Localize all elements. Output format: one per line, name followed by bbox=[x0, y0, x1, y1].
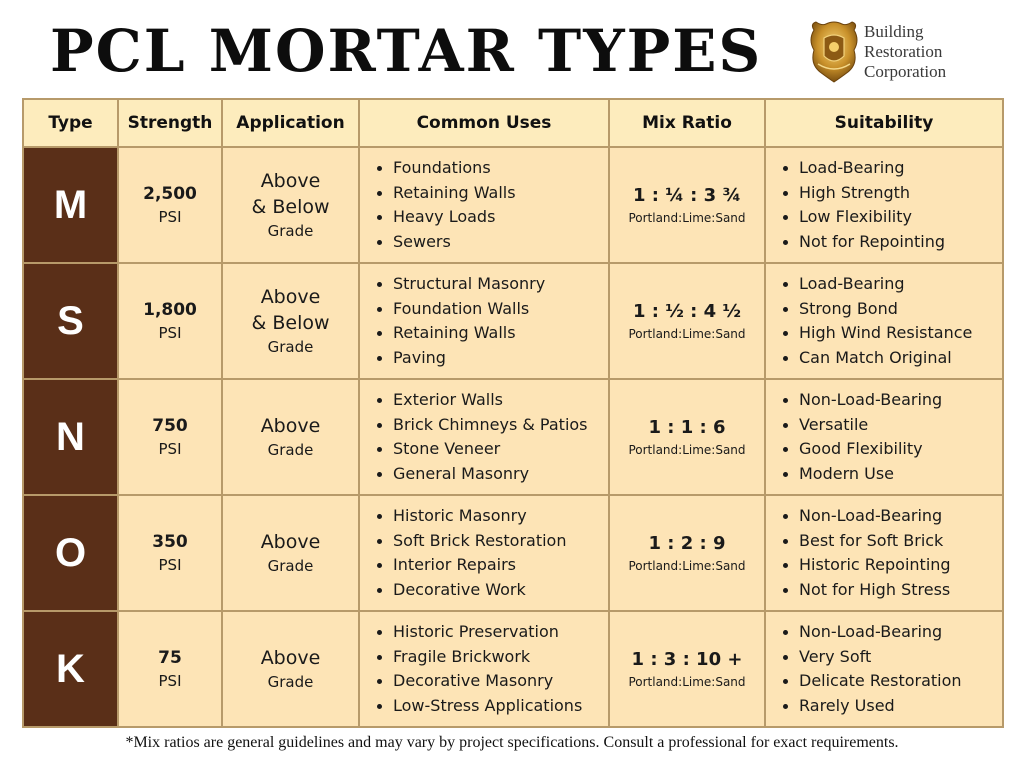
mortar-type-cell: O bbox=[23, 495, 118, 611]
strength-value: 2,500 bbox=[143, 184, 197, 204]
table-row bbox=[23, 495, 1003, 611]
strength-value: 75 bbox=[158, 648, 182, 668]
list-item: Retaining Walls bbox=[377, 181, 607, 206]
mortar-type-cell: K bbox=[23, 611, 118, 727]
list-item: Decorative Work bbox=[377, 578, 607, 603]
mix-ratio-cell bbox=[609, 611, 765, 727]
suitability-list bbox=[767, 156, 1001, 254]
list-item: High Strength bbox=[783, 181, 1001, 206]
strength-cell bbox=[118, 263, 222, 379]
list-item: Historic Masonry bbox=[377, 504, 607, 529]
list-item: General Masonry bbox=[377, 462, 607, 487]
mix-ratio-value: 1 : ¼ : 3 ¾ bbox=[632, 185, 742, 206]
strength-unit: PSI bbox=[158, 672, 182, 690]
common-uses-cell bbox=[359, 611, 609, 727]
list-item: Good Flexibility bbox=[783, 437, 1001, 462]
strength-unit: PSI bbox=[158, 324, 182, 342]
list-item: Modern Use bbox=[783, 462, 1001, 487]
list-item: Low Flexibility bbox=[783, 205, 1001, 230]
suitability-cell bbox=[765, 611, 1003, 727]
list-item: Strong Bond bbox=[783, 297, 1001, 322]
suitability-list bbox=[767, 620, 1001, 718]
list-item: Not for High Stress bbox=[783, 578, 1001, 603]
common-uses-list bbox=[361, 272, 607, 370]
table-row bbox=[23, 611, 1003, 727]
list-item: Soft Brick Restoration bbox=[377, 529, 607, 554]
list-item: Very Soft bbox=[783, 645, 1001, 670]
list-item: Foundations bbox=[377, 156, 607, 181]
common-uses-list bbox=[361, 504, 607, 602]
common-uses-list bbox=[361, 620, 607, 718]
list-item: Delicate Restoration bbox=[783, 669, 1001, 694]
application-cell bbox=[222, 147, 359, 263]
mix-ratio-legend: Portland:Lime:Sand bbox=[628, 443, 746, 457]
column-header-common-uses: Common Uses bbox=[359, 99, 609, 147]
common-uses-list bbox=[361, 156, 607, 254]
list-item: Interior Repairs bbox=[377, 553, 607, 578]
application-line: Above bbox=[260, 286, 321, 308]
footnote: *Mix ratios are general guidelines and may vary by project specifications. Consult a professional for exact requirements. bbox=[125, 734, 899, 751]
mortar-type-cell: S bbox=[23, 263, 118, 379]
list-item: Load-Bearing bbox=[783, 272, 1001, 297]
column-header-type: Type bbox=[23, 99, 118, 147]
list-item: Fragile Brickwork bbox=[377, 645, 607, 670]
mix-ratio-cell bbox=[609, 147, 765, 263]
column-header-suitability: Suitability bbox=[765, 99, 1003, 147]
list-item: Not for Repointing bbox=[783, 230, 1001, 255]
mix-ratio-value: 1 : 1 : 6 bbox=[648, 417, 726, 438]
list-item: Can Match Original bbox=[783, 346, 1001, 371]
mix-ratio-legend: Portland:Lime:Sand bbox=[628, 675, 746, 689]
list-item: Structural Masonry bbox=[377, 272, 607, 297]
mortar-type-cell: N bbox=[23, 379, 118, 495]
list-item: Non-Load-Bearing bbox=[783, 620, 1001, 645]
table-row bbox=[23, 147, 1003, 263]
list-item: Non-Load-Bearing bbox=[783, 388, 1001, 413]
common-uses-cell bbox=[359, 379, 609, 495]
strength-unit: PSI bbox=[158, 556, 182, 574]
strength-cell bbox=[118, 495, 222, 611]
application-line: Above bbox=[260, 647, 321, 669]
application-grade: Grade bbox=[267, 441, 314, 459]
strength-value: 350 bbox=[152, 532, 188, 552]
suitability-cell bbox=[765, 495, 1003, 611]
application-grade: Grade bbox=[267, 222, 314, 240]
column-header-mix-ratio: Mix Ratio bbox=[609, 99, 765, 147]
list-item: Decorative Masonry bbox=[377, 669, 607, 694]
list-item: Historic Preservation bbox=[377, 620, 607, 645]
strength-unit: PSI bbox=[158, 440, 182, 458]
mortar-types-table bbox=[22, 98, 1004, 728]
application-grade: Grade bbox=[267, 338, 314, 356]
mix-ratio-value: 1 : 2 : 9 bbox=[648, 533, 726, 554]
list-item: Paving bbox=[377, 346, 607, 371]
list-item: Rarely Used bbox=[783, 694, 1001, 719]
application-grade: Grade bbox=[267, 557, 314, 575]
list-item: High Wind Resistance bbox=[783, 321, 1001, 346]
brand-name bbox=[864, 22, 946, 82]
application-line: & Below bbox=[251, 312, 330, 334]
suitability-list bbox=[767, 388, 1001, 486]
list-item: Versatile bbox=[783, 413, 1001, 438]
mix-ratio-cell bbox=[609, 263, 765, 379]
list-item: Sewers bbox=[377, 230, 607, 255]
strength-cell bbox=[118, 611, 222, 727]
list-item: Stone Veneer bbox=[377, 437, 607, 462]
strength-unit: PSI bbox=[158, 208, 182, 226]
common-uses-cell bbox=[359, 263, 609, 379]
list-item: Best for Soft Brick bbox=[783, 529, 1001, 554]
list-item: Historic Repointing bbox=[783, 553, 1001, 578]
mix-ratio-legend: Portland:Lime:Sand bbox=[628, 327, 746, 341]
application-cell bbox=[222, 263, 359, 379]
suitability-cell bbox=[765, 147, 1003, 263]
list-item: Non-Load-Bearing bbox=[783, 504, 1001, 529]
application-line: & Below bbox=[251, 196, 330, 218]
application-cell bbox=[222, 495, 359, 611]
brand-line: Restoration bbox=[864, 42, 943, 61]
table-header-row bbox=[23, 99, 1003, 147]
suitability-list bbox=[767, 504, 1001, 602]
common-uses-cell bbox=[359, 147, 609, 263]
column-header-application: Application bbox=[222, 99, 359, 147]
application-cell bbox=[222, 379, 359, 495]
mix-ratio-cell bbox=[609, 495, 765, 611]
common-uses-list bbox=[361, 388, 607, 486]
brand-line: Building bbox=[864, 22, 924, 41]
strength-value: 750 bbox=[152, 416, 188, 436]
suitability-list bbox=[767, 272, 1001, 370]
list-item: Foundation Walls bbox=[377, 297, 607, 322]
common-uses-cell bbox=[359, 495, 609, 611]
strength-cell bbox=[118, 147, 222, 263]
application-cell bbox=[222, 611, 359, 727]
brand-line: Corporation bbox=[864, 62, 947, 81]
application-grade: Grade bbox=[267, 673, 314, 691]
mix-ratio-value: 1 : 3 : 10 + bbox=[631, 649, 743, 670]
suitability-cell bbox=[765, 263, 1003, 379]
application-line: Above bbox=[260, 415, 321, 437]
table-row bbox=[23, 263, 1003, 379]
mortar-type-cell: M bbox=[23, 147, 118, 263]
suitability-cell bbox=[765, 379, 1003, 495]
page-title: PCL MORTAR TYPES bbox=[50, 17, 763, 85]
mix-ratio-legend: Portland:Lime:Sand bbox=[628, 559, 746, 573]
list-item: Exterior Walls bbox=[377, 388, 607, 413]
table-row bbox=[23, 379, 1003, 495]
column-header-strength: Strength bbox=[118, 99, 222, 147]
ornate-shield-crest-icon bbox=[808, 20, 860, 84]
mix-ratio-legend: Portland:Lime:Sand bbox=[628, 211, 746, 225]
strength-value: 1,800 bbox=[143, 300, 197, 320]
mix-ratio-cell bbox=[609, 379, 765, 495]
list-item: Low-Stress Applications bbox=[377, 694, 607, 719]
list-item: Retaining Walls bbox=[377, 321, 607, 346]
application-line: Above bbox=[260, 531, 321, 553]
mix-ratio-value: 1 : ½ : 4 ½ bbox=[632, 301, 742, 322]
application-line: Above bbox=[260, 170, 321, 192]
list-item: Brick Chimneys & Patios bbox=[377, 413, 607, 438]
list-item: Heavy Loads bbox=[377, 205, 607, 230]
list-item: Load-Bearing bbox=[783, 156, 1001, 181]
strength-cell bbox=[118, 379, 222, 495]
